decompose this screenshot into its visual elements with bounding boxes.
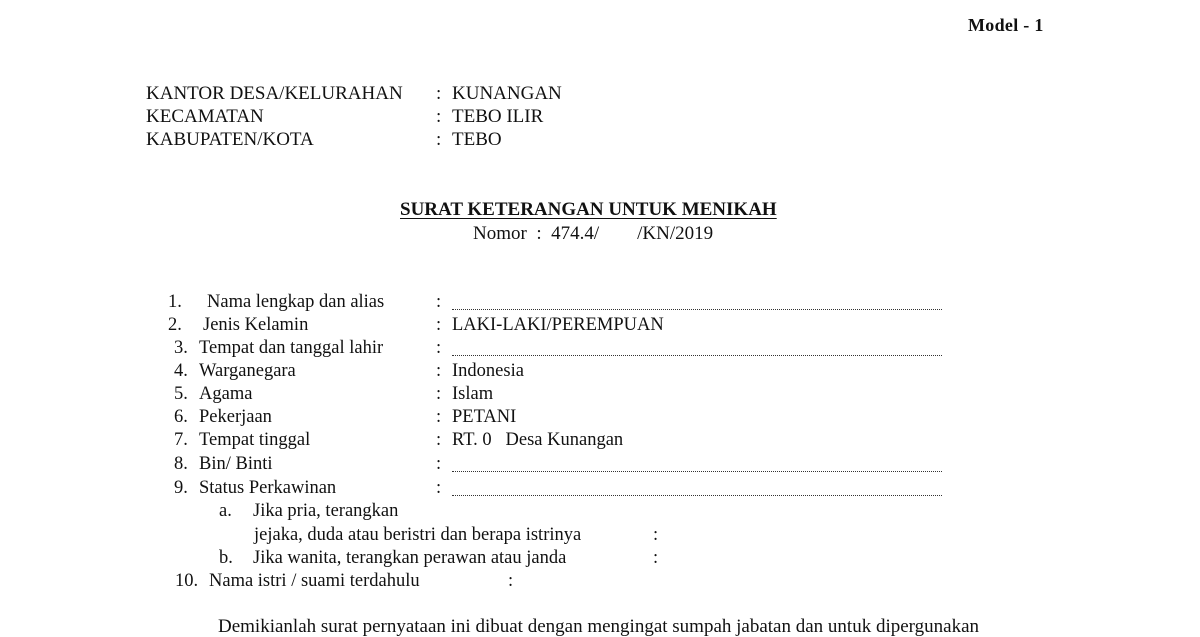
office-label-desa: KANTOR DESA/KELURAHAN — [146, 83, 403, 104]
item-number: 9. — [174, 478, 188, 498]
office-colon-kecamatan: : — [436, 106, 442, 127]
fill-line-status-perkawinan[interactable] — [452, 495, 942, 496]
item-colon: : — [436, 292, 442, 312]
sub-item-letter: b. — [219, 548, 233, 568]
item-colon: : — [436, 361, 442, 381]
item-number: 4. — [174, 361, 188, 381]
item-value-warganegara: Indonesia — [452, 361, 524, 381]
item-colon: : — [436, 384, 442, 404]
item-colon: : — [436, 478, 442, 498]
document-number: Nomor : 474.4/ /KN/2019 — [473, 223, 714, 244]
item-number: 6. — [174, 407, 188, 427]
item-label-bin-binti: Bin/ Binti — [199, 454, 273, 474]
closing-paragraph: Demikianlah surat pernyataan ini dibuat dengan mengingat sumpah jabatan dan untuk dipergunakan — [218, 616, 980, 637]
item-value-jenis-kelamin: LAKI-LAKI/PEREMPUAN — [452, 315, 664, 335]
item-number: 10. — [175, 571, 199, 591]
item-value-agama: Islam — [452, 384, 494, 404]
item-label-jenis-kelamin: Jenis Kelamin — [203, 315, 309, 335]
item-colon: : — [508, 571, 514, 591]
item-label-tempat-tinggal: Tempat tinggal — [199, 430, 311, 450]
item-label-tempat-lahir: Tempat dan tanggal lahir — [199, 338, 384, 358]
office-value-desa: KUNANGAN — [452, 83, 562, 104]
item-label-agama: Agama — [199, 384, 253, 404]
office-value-kabupaten: TEBO — [452, 129, 502, 150]
item-value-tempat-tinggal: RT. 0 Desa Kunangan — [452, 430, 624, 450]
item-label-pekerjaan: Pekerjaan — [199, 407, 272, 427]
item-colon: : — [436, 407, 442, 427]
item-colon: : — [436, 454, 442, 474]
item-number: 5. — [174, 384, 188, 404]
office-label-kabupaten: KABUPATEN/KOTA — [146, 129, 314, 150]
item-label-nama-istri-suami: Nama istri / suami terdahulu — [209, 571, 420, 591]
item-colon: : — [653, 548, 659, 568]
item-number: 3. — [174, 338, 188, 358]
item-number: 1. — [168, 292, 182, 312]
sub-item-a-line2: jejaka, duda atau beristri dan berapa istrinya — [254, 525, 582, 545]
fill-line-nama[interactable] — [452, 309, 942, 310]
item-value-pekerjaan: PETANI — [452, 407, 517, 427]
sub-item-letter: a. — [219, 501, 232, 521]
item-label-warganegara: Warganegara — [199, 361, 296, 381]
item-colon: : — [653, 525, 659, 545]
item-number: 2. — [168, 315, 182, 335]
sub-item-a-line1: Jika pria, terangkan — [253, 501, 399, 521]
document-title: SURAT KETERANGAN UNTUK MENIKAH — [400, 199, 777, 220]
sub-item-b-line1: Jika wanita, terangkan perawan atau janda — [253, 548, 567, 568]
item-label-status-perkawinan: Status Perkawinan — [199, 478, 337, 498]
item-colon: : — [436, 315, 442, 335]
item-colon: : — [436, 430, 442, 450]
office-colon-desa: : — [436, 83, 442, 104]
item-label-nama: Nama lengkap dan alias — [207, 292, 385, 312]
model-label: Model - 1 — [968, 15, 1044, 35]
office-label-kecamatan: KECAMATAN — [146, 106, 264, 127]
item-number: 7. — [174, 430, 188, 450]
office-value-kecamatan: TEBO ILIR — [452, 106, 544, 127]
fill-line-bin-binti[interactable] — [452, 471, 942, 472]
nomor-label: Nomor — [473, 223, 527, 244]
item-number: 8. — [174, 454, 188, 474]
nomor-value: 474.4/ /KN/2019 — [551, 223, 714, 244]
office-colon-kabupaten: : — [436, 129, 442, 150]
fill-line-tempat-lahir[interactable] — [452, 355, 942, 356]
item-colon: : — [436, 338, 442, 358]
